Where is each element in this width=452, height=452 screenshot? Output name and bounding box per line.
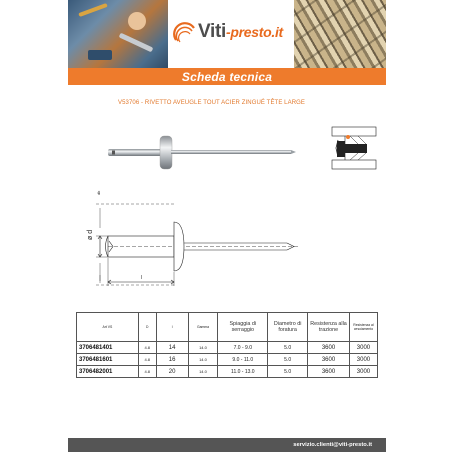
- cell: 7.0 - 9.0: [218, 342, 268, 354]
- cell: 14.0: [188, 342, 218, 354]
- table-row: [77, 354, 378, 366]
- cell: 4.8: [138, 342, 156, 354]
- rivet-image: [108, 136, 296, 169]
- cell: 3000: [349, 342, 377, 354]
- cell: 5.0: [268, 342, 308, 354]
- cell: 9.0 - 11.0: [218, 354, 268, 366]
- col-header: Spiaggia di serraggio: [218, 313, 268, 342]
- table-row: [77, 366, 378, 378]
- cell: 5.0: [268, 366, 308, 378]
- footer-email-link[interactable]: servizio.clienti@viti-presto.it: [293, 442, 372, 448]
- cell: 14.0: [188, 354, 218, 366]
- col-header: l: [156, 313, 188, 342]
- logo-accent: -presto.it: [226, 24, 283, 40]
- cell: 4.8: [138, 366, 156, 378]
- cell: 5.0: [268, 354, 308, 366]
- cell: 20: [156, 366, 188, 378]
- dim-d-label: ø d: [87, 229, 94, 240]
- col-header: Diametro di foratura: [268, 313, 308, 342]
- header-banner: [68, 0, 386, 72]
- cell: 14.0: [188, 366, 218, 378]
- cell: 3000: [349, 366, 377, 378]
- cell: 3600: [308, 366, 350, 378]
- cell: 4.8: [138, 354, 156, 366]
- product-title: V53706 - RIVETTO AVEUGLE TOUT ACIER ZINGUÉ TÊTE LARGE: [118, 100, 306, 106]
- cell: 3000: [349, 354, 377, 366]
- spec-table: [76, 312, 378, 378]
- cell-code: 3706481401: [77, 342, 139, 354]
- title-bar: [68, 68, 386, 85]
- cell: 14: [156, 342, 188, 354]
- col-header: Art VS: [77, 313, 139, 342]
- logo-main: Viti: [198, 21, 227, 42]
- page-title: Scheda tecnica: [181, 69, 273, 84]
- cross-section-diagram: [332, 127, 376, 169]
- logo-swoosh-icon: [174, 22, 196, 44]
- workshop-photo: [68, 0, 168, 72]
- col-header: Gamma: [188, 313, 218, 342]
- dim-l-label: l: [141, 275, 143, 281]
- dim-dk-label: dk: [96, 190, 101, 195]
- col-header: D: [138, 313, 156, 342]
- footer-bar: [68, 438, 386, 452]
- cell-code: 3706481601: [77, 354, 139, 366]
- cell: 16: [156, 354, 188, 366]
- table-header-row: [77, 313, 378, 342]
- screws-photo: [294, 0, 386, 72]
- cell: 3600: [308, 354, 350, 366]
- table-row: [77, 342, 378, 354]
- col-header: Resistenza alla trazione: [308, 313, 350, 342]
- cell: 3600: [308, 342, 350, 354]
- brand-logo: [168, 0, 294, 72]
- cell-code: 3706482001: [77, 366, 139, 378]
- cell: 11.0 - 13.0: [218, 366, 268, 378]
- col-header: Resistenza al cesoiamento: [349, 313, 377, 342]
- logo-text: [198, 21, 283, 43]
- technical-drawing: [96, 204, 300, 286]
